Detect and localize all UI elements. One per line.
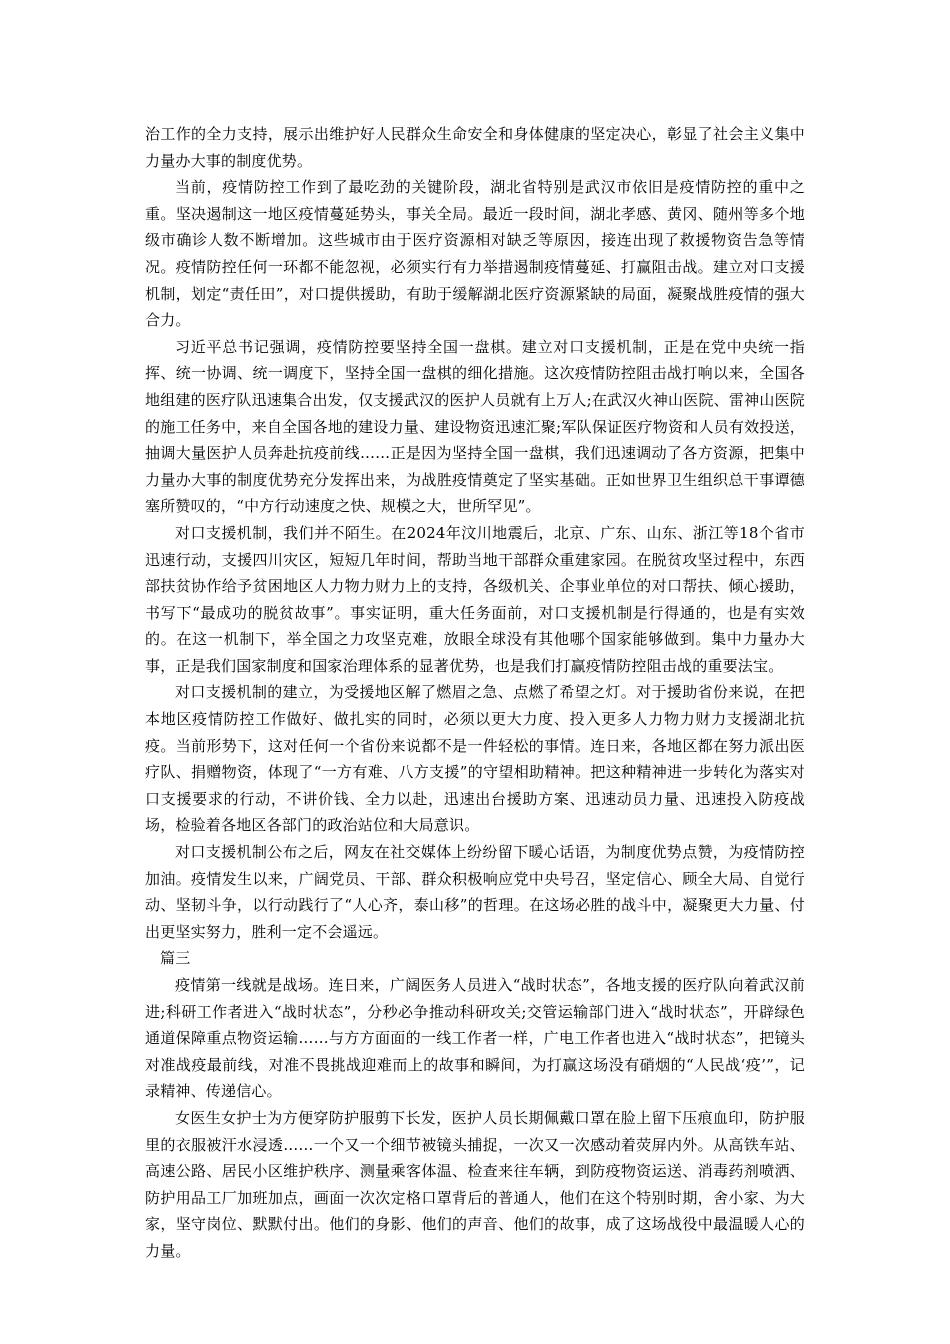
paragraph: 对口支援机制的建立，为受援地区解了燃眉之急、点燃了希望之灯。对于援助省份来说，在把本地区疫情防控工作做好、做扎实的同时，必须以更大力度、投入更多人力物力财力支援湖北抗疫。当前形势下，这对任何一个省份来说都不是一件轻松的事情。连日来，各地区都在努力派出医疗队、捐赠物资，体现了“一方有难、八方支援”的守望相助精神。把这种精神进一步转化为落实对口支援要求的行动，不讲价钱、全力以赴，迅速出台援助方案、迅速动员力量、迅速投入防疫战场，检验着各地区各部门的政治站位和大局意识。 <box>145 683 805 835</box>
paragraph: 对口支援机制公布之后，网友在社交媒体上纷纷留下暖心话语，为制度优势点赞，为疫情防控加油。疫情发生以来，广阔党员、干部、群众积极响应党中央号召，坚定信心、顾全大局、自觉行动、坚韧斗争，以行动践行了“人心齐，泰山移”的哲理。在这场必胜的战斗中，凝聚更大力量、付出更坚实努力，胜利一定不会遥远。 <box>145 843 805 941</box>
paragraph: 习近平总书记强调，疫情防控要坚持全国一盘棋。建立对口支援机制，正是在党中央统一指挥、统一协调、统一调度下，坚持全国一盘棋的细化措施。这次疫情防控阻击战打响以来，全国各地组建的医疗队迅速集合出发，仅支援武汉的医护人员就有上万人;在武汉火神山医院、雷神山医院的施工任务中，来自全国各地的建设力量、建设物资迅速汇聚;军队保证医疗物资和人员有效投送，抽调大量医护人员奔赴抗疫前线……正是因为坚持全国一盘棋，我们迅速调动了各方资源，把集中力量办大事的制度优势充分发挥出来，为战胜疫情奠定了坚实基础。正如世界卫生组织总干事谭德塞所赞叹的，“中方行动速度之快、规模之大，世所罕见”。 <box>145 337 805 516</box>
paragraph: 女医生女护士为方便穿防护服剪下长发，医护人员长期佩戴口罩在脸上留下压痕血印，防护服里的衣服被汗水浸透……一个又一个细节被镜头捕捉，一次又一次感动着荧屏内外。从高铁车站、高速公路、居民小区维护秩序、测量乘客体温、检查来往车辆，到防疫物资运送、消毒药剂喷洒、防护用品工厂加班加点，画面一次次定格口罩背后的普通人，他们在这个特别时期，舍小家、为大家，坚守岗位、默默付出。他们的身影、他们的声音、他们的故事，成了这场战役中最温暖人心的力量。 <box>145 1108 805 1260</box>
paragraph: 对口支援机制，我们并不陌生。在2024年汶川地震后，北京、广东、山东、浙江等18个省市迅速行动，支援四川灾区，短短几年时间，帮助当地干部群众重建家园。在脱贫攻坚过程中，东西部扶贫协作给予贫困地区人力物力财力上的支持，各级机关、企事业单位的对口帮扶、倾心援助，书写下“最成功的脱贫故事”。事实证明，重大任务面前，对口支援机制是行得通的，也是有实效的。在这一机制下，举全国之力攻坚克难，放眼全球没有其他哪个国家能够做到。集中力量办大事，正是我们国家制度和国家治理体系的显著优势，也是我们打赢疫情防控阻击战的重要法宝。 <box>145 523 805 675</box>
section-heading: 篇三 <box>160 949 191 968</box>
document-page <box>145 121 805 1265</box>
paragraph: 当前，疫情防控工作到了最吃劲的关键阶段，湖北省特别是武汉市依旧是疫情防控的重中之重。坚决遏制这一地区疫情蔓延势头，事关全局。最近一段时间，湖北孝感、黄冈、随州等多个地级市确诊人数不断增加。这些城市由于医疗资源相对缺乏等原因，接连出现了救援物资告急等情况。疫情防控任何一环都不能忽视，必须实行有力举措遏制疫情蔓延、打赢阻击战。建立对口支援机制，划定“责任田”，对口提供援助，有助于缓解湖北医疗资源紧缺的局面，凝聚战胜疫情的强大合力。 <box>145 178 805 330</box>
paragraph: 疫情第一线就是战场。连日来，广阔医务人员进入“战时状态”，各地支援的医疗队向着武汉前进;科研工作者进入“战时状态”，分秒必争推动科研攻关;交管运输部门进入“战时状态”，开辟绿色通道保障重点物资运输……与方方面面的一线工作者一样，广电工作者也进入“战时状态”，把镜头对准战疫最前线，对准不畏挑战迎难而上的故事和瞬间，为打赢这场没有硝烟的“人民战‘疫’”，记录精神、传递信心。 <box>145 976 805 1101</box>
paragraph-continuation: 治工作的全力支持，展示出维护好人民群众生命安全和身体健康的坚定决心，彰显了社会主义集中力量办大事的制度优势。 <box>145 125 805 170</box>
